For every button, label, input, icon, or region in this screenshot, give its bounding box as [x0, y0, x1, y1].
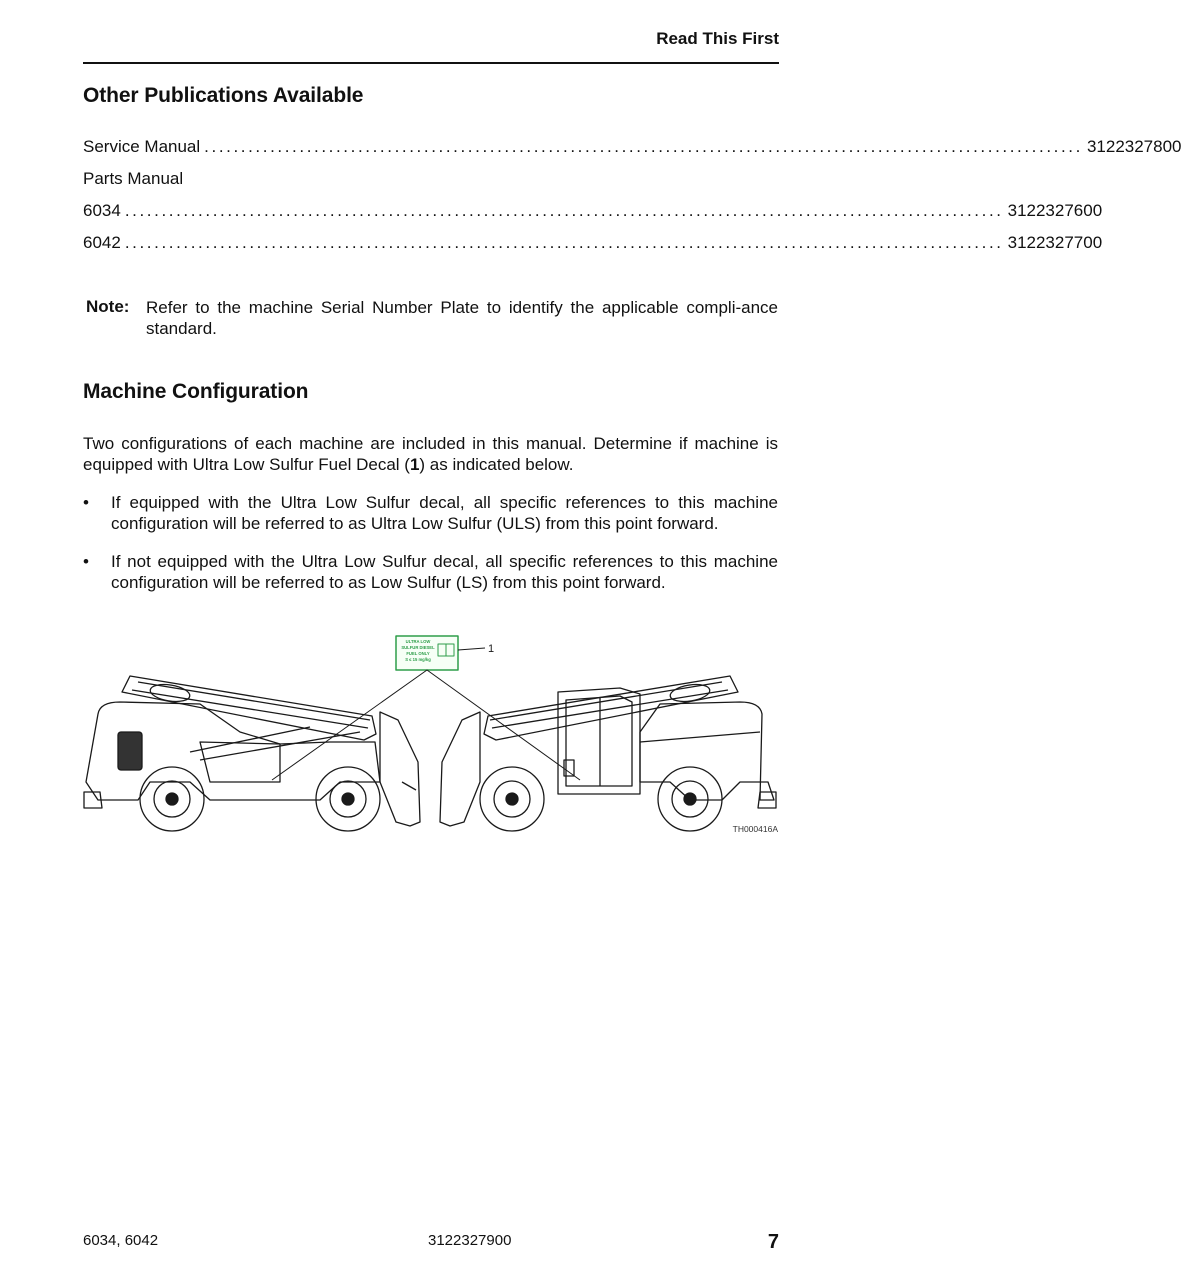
toc-number: 3122327800 — [1086, 137, 1182, 156]
bullet-symbol: • — [83, 493, 89, 512]
toc-label: 6034 — [83, 201, 121, 220]
config-intro — [83, 433, 778, 475]
note-text: Refer to the machine Serial Number Plate to identify the applicable compli-ance standard. — [146, 298, 778, 338]
toc-row-6042 — [83, 233, 1103, 253]
intro-text-start: Two configurations of each machine are included in this manual. Determine if machine is equipped with Ultra Low Sulfur Fuel Decal ( — [83, 434, 778, 474]
leader-dots: ........................................................................................................................ — [204, 137, 1083, 156]
machine-configuration-figure — [80, 632, 780, 840]
decal-line-4: S ≤ 15 mg/kg — [405, 657, 431, 662]
header-rule — [83, 62, 779, 64]
decal-line-1: ULTRA LOW — [405, 639, 431, 644]
bullet-text: If equipped with the Ultra Low Sulfur decal, all specific references to this machine configuration will be referred to as Ultra Low Sulfur (ULS) from this point forward. — [111, 493, 778, 533]
leader-dots: ........................................................................................................................ — [124, 233, 1004, 252]
telehandler-illustration — [80, 632, 780, 840]
ulsd-decal — [396, 636, 458, 670]
callout-number: 1 — [488, 643, 495, 655]
running-header: Read This First — [656, 29, 779, 48]
bullet-text: If not equipped with the Ultra Low Sulfur decal, all specific references to this machine configuration will be referred to as Low Sulfur (LS) from this point forward. — [111, 552, 778, 592]
leader-dots: ........................................................................................................................ — [124, 201, 1004, 220]
decal-pointer-lines — [272, 670, 580, 780]
footer-doc-number: 3122327900 — [428, 1232, 512, 1249]
toc-number: 3122327700 — [1007, 233, 1103, 252]
footer-models: 6034, 6042 — [83, 1232, 159, 1249]
decal-line-3: FUEL ONLY — [406, 651, 430, 656]
bullet-item-uls — [83, 492, 778, 534]
heading-other-publications: Other Publications Available — [83, 84, 364, 107]
toc-label: 6042 — [83, 233, 121, 252]
intro-callout-ref: 1 — [409, 455, 420, 474]
toc-row-service-manual — [83, 137, 1182, 157]
page-number: 7 — [767, 1231, 779, 1253]
parts-manual-label: Parts Manual — [83, 169, 184, 188]
bullet-symbol: • — [83, 552, 89, 571]
intro-text-end: ) as indicated below. — [419, 455, 574, 474]
note-label: Note: — [86, 297, 130, 316]
note — [86, 297, 778, 339]
right-telehandler — [440, 676, 776, 831]
left-grille — [118, 732, 142, 770]
toc-row-6034 — [83, 201, 1103, 221]
decal-line-2: SULFUR DIESEL — [401, 645, 435, 650]
toc-number: 3122327600 — [1007, 201, 1103, 220]
callout-leader — [458, 648, 485, 650]
bullet-item-ls — [83, 551, 778, 593]
heading-machine-configuration: Machine Configuration — [83, 380, 309, 403]
left-telehandler — [84, 676, 420, 831]
figure-id: TH000416A — [732, 824, 778, 834]
toc-label: Service Manual — [83, 137, 201, 156]
